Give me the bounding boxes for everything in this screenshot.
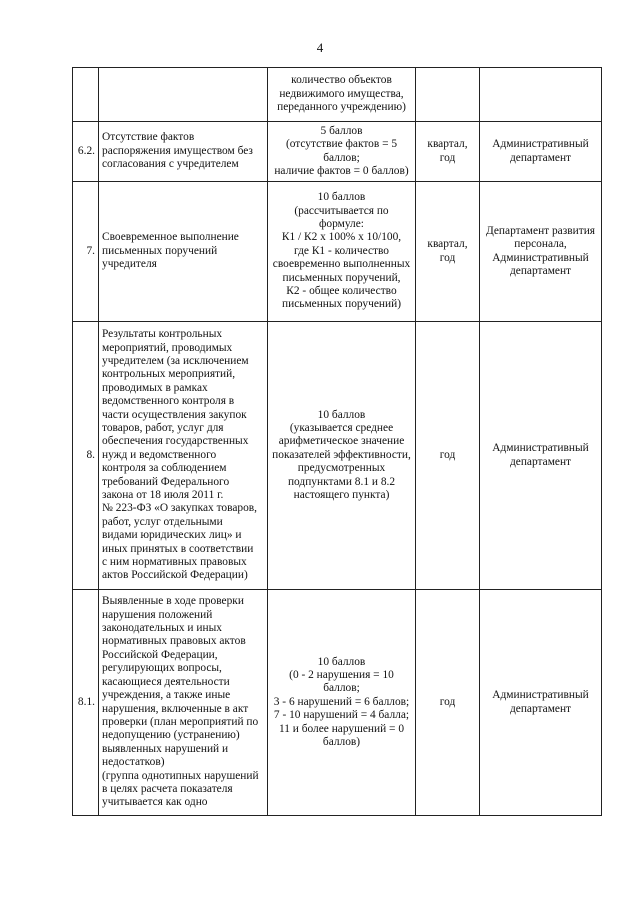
text-line: год (439, 448, 456, 461)
text-line: предусмотренных (297, 462, 386, 475)
reporting-period-cell (416, 122, 480, 182)
text-line: проверки (план мероприятий по (102, 715, 259, 728)
table-row (73, 590, 602, 816)
text-line: 3 - 6 нарушений = 6 баллов; (273, 695, 410, 708)
text-line: регулирующих вопросы, (102, 662, 222, 675)
criteria-cell (268, 68, 416, 122)
text-line: где К1 - количество (294, 244, 389, 257)
text-line: выявленных нарушений и (102, 742, 229, 755)
text-line: квартал, (427, 138, 468, 151)
responsible-department-cell (480, 182, 602, 322)
text-line: Департамент развития (485, 224, 596, 237)
text-line: учитывается как одно (102, 796, 208, 809)
text-line: Отсутствие фактов (102, 131, 195, 144)
text-line: видами юридических лиц» и (102, 529, 242, 542)
table-row (73, 182, 602, 322)
reporting-period-cell (416, 182, 480, 322)
text-line: требований Федерального (102, 475, 230, 488)
text-line: баллов; (323, 151, 360, 164)
text-line: персонала, (514, 238, 567, 251)
responsible-department-cell (480, 322, 602, 590)
text-line: Административный (492, 442, 589, 455)
text-line: работ, услуг отдельными (102, 515, 223, 528)
item-number: 8.1. (73, 590, 99, 816)
text-line: год (439, 695, 456, 708)
text-line: 7 - 10 нарушений = 4 балла; (273, 709, 410, 722)
text-line: письменных поручений) (282, 298, 401, 311)
text-line: ведомственного контроля в (102, 395, 235, 408)
text-line: арифметическое значение (278, 435, 405, 448)
text-line: Российской Федерации, (102, 648, 218, 661)
text-line: нарушения, включенные в акт (102, 702, 249, 715)
indicator-name-cell (99, 182, 268, 322)
text-line: 10 баллов (317, 655, 366, 668)
reporting-period-cell (416, 322, 480, 590)
text-line: письменных поручений, (282, 271, 401, 284)
indicator-name-cell (99, 68, 268, 122)
text-line: показателей эффективности, (272, 448, 411, 461)
text-line: Результаты контрольных (102, 328, 223, 341)
text-line: год (439, 251, 456, 264)
indicator-name-cell (99, 590, 268, 816)
text-line: контрольных мероприятий, (102, 368, 236, 381)
text-line: недопущению (устранению) (102, 729, 240, 742)
text-line: товаров, работ, услуг для (102, 421, 224, 434)
text-line: (рассчитывается по (294, 204, 389, 217)
text-line: 5 баллов (320, 124, 363, 137)
item-number: 7. (73, 182, 99, 322)
item-number: 8. (73, 322, 99, 590)
text-line: согласования с учредителем (102, 158, 239, 171)
text-line: актов Российской Федерации) (102, 569, 248, 582)
indicator-name-cell (99, 322, 268, 590)
text-line: (указывается среднее (289, 421, 394, 434)
text-line: иных принятых в соответствии (102, 542, 254, 555)
text-line: департамент (509, 151, 572, 164)
text-line: проводимых в рамках (102, 381, 208, 394)
text-line: 11 и более нарушений = 0 (278, 722, 405, 735)
responsible-department-cell (480, 68, 602, 122)
text-line: количество объектов (291, 74, 392, 87)
text-line: законодательных и иных (102, 622, 222, 635)
text-line: недвижимого имущества, (279, 87, 404, 100)
text-line: Административный (492, 689, 589, 702)
text-line: баллов) (322, 736, 361, 749)
text-line: переданного учреждению) (277, 101, 406, 114)
text-line: нормативных правовых актов (102, 635, 246, 648)
text-line: К1 / К2 х 100% х 10/100, (281, 231, 402, 244)
text-line: настоящего пункта) (293, 489, 390, 502)
text-line: письменных поручений (102, 244, 218, 257)
text-line: департамент (509, 455, 572, 468)
text-line: закона от 18 июля 2011 г. (102, 489, 224, 502)
item-number: 6.2. (73, 122, 99, 182)
responsible-department-cell (480, 590, 602, 816)
text-line: формуле: (319, 217, 364, 230)
text-line: департамент (509, 702, 572, 715)
table-row (73, 322, 602, 590)
text-line: учредителя (102, 258, 157, 271)
text-line: (группа однотипных нарушений (102, 769, 259, 782)
text-line: учреждения, а также иные (102, 689, 231, 702)
text-line: № 223-ФЗ «О закупках товаров, (102, 502, 258, 515)
text-line: контроля за соблюдением (102, 462, 227, 475)
text-line: Своевременное выполнение (102, 231, 239, 244)
criteria-cell (268, 182, 416, 322)
text-line: в целях расчета показателя (102, 782, 233, 795)
item-number (73, 68, 99, 122)
text-line: Административный (492, 251, 589, 264)
text-line: части осуществления закупок (102, 408, 247, 421)
text-line: К2 - общее количество (286, 285, 397, 298)
text-line: нарушения положений (102, 608, 213, 621)
text-line: квартал, (427, 238, 468, 251)
page-number: 4 (316, 40, 324, 55)
text-line: Административный (492, 138, 589, 151)
table-row (73, 122, 602, 182)
text-line: 10 баллов (317, 408, 366, 421)
text-line: департамент (509, 264, 572, 277)
text-line: (0 - 2 нарушения = 10 (289, 668, 394, 681)
criteria-table (72, 67, 602, 816)
text-line: (отсутствие фактов = 5 (285, 138, 398, 151)
table-row (73, 68, 602, 122)
text-line: учредителем (за исключением (102, 354, 249, 367)
text-line: наличие фактов = 0 баллов) (274, 164, 409, 177)
text-line: нужд и ведомственного (102, 448, 217, 461)
criteria-cell (268, 590, 416, 816)
text-line: мероприятий, проводимых (102, 341, 233, 354)
text-line: касающиеся деятельности (102, 675, 230, 688)
text-line: с ним нормативных правовых (102, 556, 247, 569)
reporting-period-cell (416, 68, 480, 122)
text-line: год (439, 151, 456, 164)
reporting-period-cell (416, 590, 480, 816)
text-line: своевременно выполненных (272, 258, 411, 271)
text-line: недостатков) (102, 756, 165, 769)
text-line: 10 баллов (317, 191, 366, 204)
text-line: Выявленные в ходе проверки (102, 595, 244, 608)
text-line: обеспечения государственных (102, 435, 249, 448)
text-line: распоряжения имуществом без (102, 144, 253, 157)
criteria-cell (268, 122, 416, 182)
responsible-department-cell (480, 122, 602, 182)
criteria-cell (268, 322, 416, 590)
indicator-name-cell (99, 122, 268, 182)
text-line: баллов; (323, 682, 360, 695)
text-line: подпунктами 8.1 и 8.2 (287, 475, 396, 488)
